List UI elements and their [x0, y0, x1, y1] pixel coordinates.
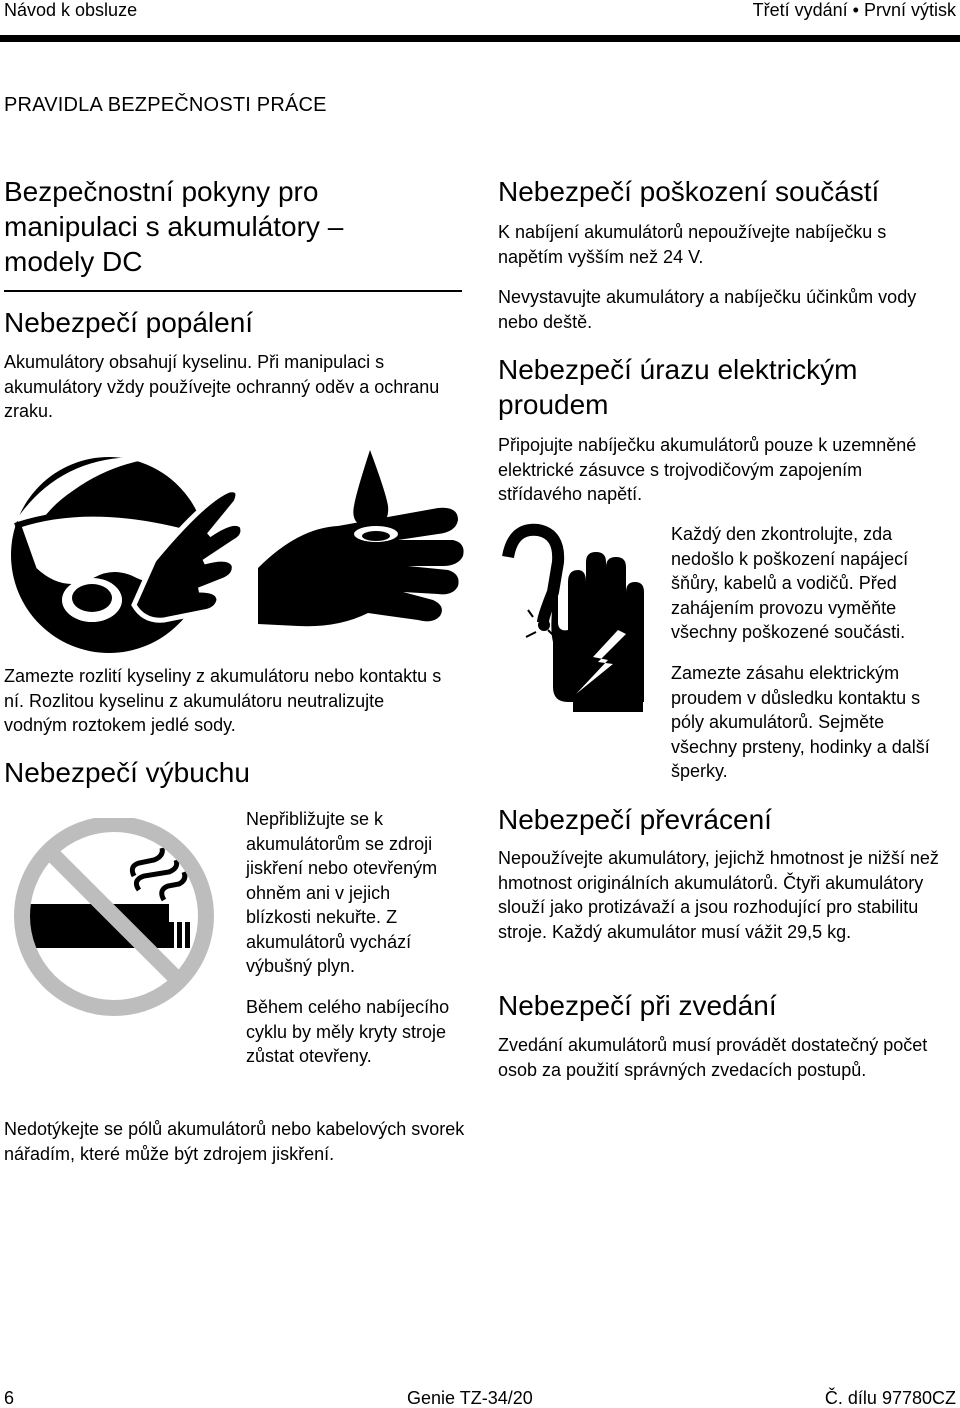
- lifting-heading: Nebezpečí při zvedání: [498, 990, 777, 1021]
- explosion-heading: Nebezpečí výbuchu: [4, 757, 250, 788]
- tipover-heading: Nebezpečí převrácení: [498, 804, 772, 835]
- lifting-text: Zvedání akumulátorů musí provádět dostatečný počet osob za použití správných zvedacích postupů.: [498, 1035, 928, 1080]
- damage-text-1: K nabíjení akumulátorů nepoužívejte nabíječku s napětím vyšším než 24 V.: [498, 222, 887, 267]
- burn-heading: Nebezpečí popálení: [4, 307, 254, 338]
- burn-text: Akumulátory obsahují kyselinu. Při manipulaci s akumulátory vždy používejte ochranný oděv a ochranu zraku.: [4, 352, 440, 421]
- electric-heading: Nebezpečí úrazu elektrickým proudem: [498, 354, 858, 420]
- tipover-text: Nepoužívejte akumulátory, jejichž hmotnost je nižší než hmotnost originálních akumulátorů. Čtyři akumulátory slouží jako protizávaží a jsou rozhodující pro stabilitu stroje. Každý akumulátor musí vážit 29,5 kg.: [498, 848, 939, 942]
- explosion-text-1: Nepřibližujte se k akumulátorům se zdroji jiskření nebo otevřeným ohněm ani v jejich blízkosti nekuřte. Z akumulátorů vychází výbušný plyn.: [246, 809, 438, 976]
- title-rule: [4, 290, 462, 292]
- explosion-text-3: Nedotýkejte se pólů akumulátorů nebo kabelových svorek nářadím, které může být zdrojem jiskření.: [4, 1119, 465, 1164]
- electric-text-2: Každý den zkontrolujte, zda nedošlo k poškození napájecí šňůry, kabelů a vodičů. Před zahájením provozu vyměňte všechny poškozené součásti.: [671, 524, 909, 642]
- header-right: Třetí vydání • První výtisk: [752, 0, 956, 20]
- damage-text-2: Nevystavujte akumulátory a nabíječku účinkům vody nebo deště.: [498, 287, 917, 332]
- footer-model: Genie TZ-34/20: [407, 1388, 533, 1408]
- damage-heading: Nebezpečí poškození součástí: [498, 176, 880, 207]
- face-goggles-icon: [4, 430, 244, 655]
- section-label: PRAVIDLA BEZPEČNOSTI PRÁCE: [4, 94, 327, 116]
- header-left: Návod k obsluze: [4, 0, 138, 20]
- electric-text-3: Zamezte zásahu elektrickým proudem v důsledku kontaktu s póly akumulátorů. Sejměte všechny prsteny, hodinky a další šperky.: [671, 663, 930, 781]
- electric-shock-hand-icon: [498, 522, 648, 792]
- footer-page-number: 6: [4, 1388, 15, 1408]
- no-smoking-icon: [4, 818, 234, 1018]
- footer-part-number: Č. dílu 97780CZ: [824, 1388, 956, 1408]
- burn-text-2: Zamezte rozlití kyseliny z akumulátoru nebo kontaktu s ní. Rozlitou kyselinu z akumulátoru neutralizujte vodným roztokem jedlé sody.: [4, 666, 442, 735]
- header-rule: [0, 35, 960, 42]
- explosion-text-2: Během celého nabíjecího cyklu by měly kryty stroje zůstat otevřeny.: [246, 997, 450, 1066]
- acid-hand-icon: [258, 448, 468, 648]
- electric-text-1: Připojujte nabíječku akumulátorů pouze k uzemněné elektrické zásuvce s trojvodičovým zapojením střídavého napětí.: [498, 435, 917, 504]
- page-title: Bezpečnostní pokyny pro manipulaci s akumulátory – modely DC: [4, 176, 344, 277]
